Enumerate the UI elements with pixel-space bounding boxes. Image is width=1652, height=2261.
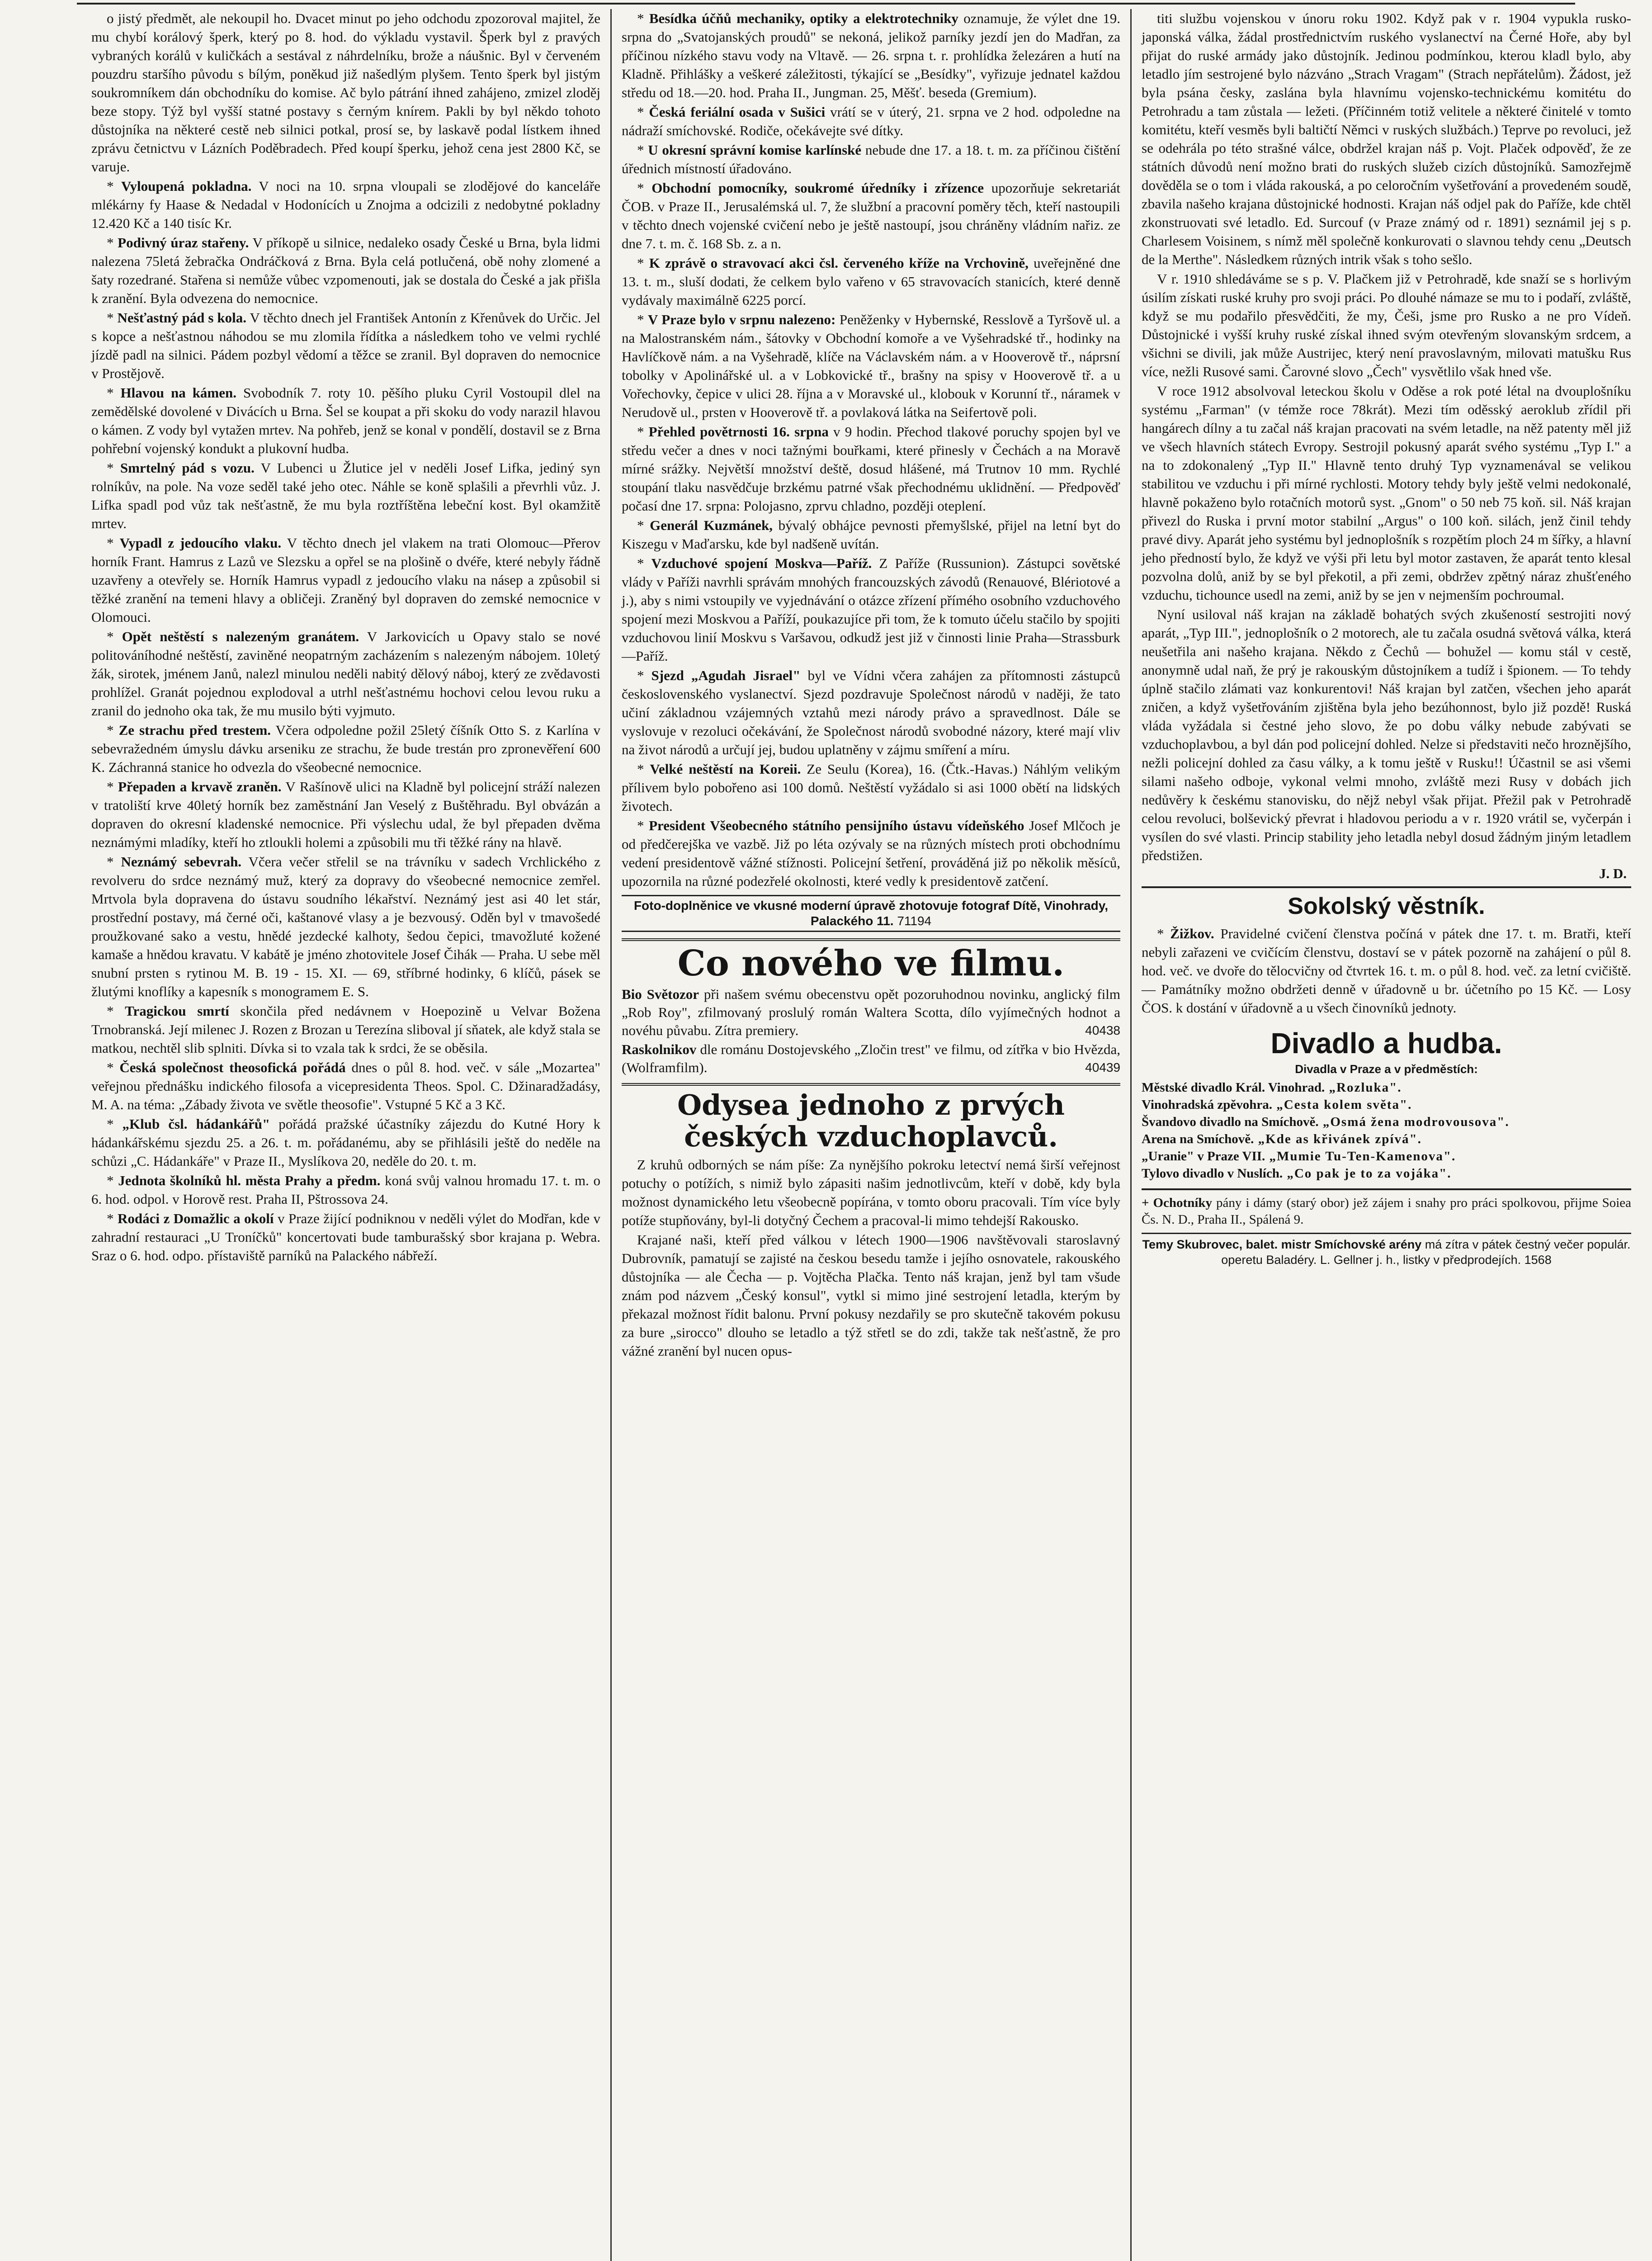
news-item: * V Praze bylo v srpnu nalezeno: Peněženky v Hybernské, Resslově a Tyršově ul. a na Malostranském nám., šátovky v Obchodní komoře a ve Vyšehradské tř., hodinky na Havlíčkově nám. a na Vyšehradě, klíče na Václavském nám. a v Hooverově tř., náprsní tobolky v Apolinářské ul. a v Lobkovické tř., brašny na spisy v Hooverově tř. a u Vořechovky, čepice v ulici 28. října a v Moravské ul., klobouk v Korunní tř., náramek v Nerudově ul., prsten v Hooverově tř. a povlaková látka na Seifertově poli. <box>622 312 1121 420</box>
news-item-body: Včera odpoledne požil 25letý číšník Otto S. z Karlína v sebevražedném úmyslu dávku arseniku ze strachu, že bude trestán pro zpronevěření 600 K. Záchranná stanice ho odvezla do všeobecné nemocnice. <box>91 722 601 775</box>
news-item-body: bývalý obhájce pevnosti přemyšlské, přijel na letní byt do Kiszegu v Maďarsku, kde byl nadšeně uvítán. <box>622 517 1120 552</box>
news-item-headline: Jednota školníků hl. města Prahy a předm. <box>118 1173 381 1188</box>
foto-ad <box>622 895 1120 932</box>
theatre-name: Arena na Smíchově. <box>1142 1132 1254 1146</box>
news-item-headline: Česká společnost theosofická pořádá <box>119 1060 346 1075</box>
skubrovec-ad-head: Temy Skubrovec, balet. mistr Smíchovské arény <box>1142 1238 1422 1251</box>
divadlo-subheading: Divadla v Praze a v předměstích: <box>1295 1062 1478 1076</box>
article-paragraph: V roce 1912 absolvoval leteckou školu v Oděse a rok poté létal na dvouplošníku systému „Farman" (v témže roce 78krát). Mezi tím oděsský aeroklub zřídil při hangárech dílny a tu začal náš krajan pracovati na svém letadle, na něž patenty měl již ve všech hlavních státech Evropy. Sestrojil pokusný aparát svého systému „Typ I." a na to zdokonalený „Typ II." Hlavně tento druhý Typ vyznamenával se velikou stabilitou ve vzduchu i při mírné rychlosti. Motory tehdy byly ještě velmi nedokonalé, hlavně pokaženo bylo rotačních motorů syst. „Gnom" o 50 neb 75 koň. sil. Náš krajan přivezl do Ruska i první motor stabilní „Argus" o 100 koň. silách, jenž činil tehdy pravé divy. Aparát jeho systému byl jednoplošník s rozpětím ploch 24 m šířky, a hlavní jeho předností bylo, že když ve výši při letu byl motor zastaven, že aparát tento klesal pozvolna dolů, aniž by se byl překotil, a při zemi, obdržev zpětný náraz zhušťeného vzduchu, tichounce usedl na zemi, aniž by se jen v nejmenším pochroumal. <box>1142 383 1631 603</box>
article-paragraph: V r. 1910 shledáváme se s p. V. Plačkem již v Petrohradě, kde snaží se s horlivým úsilím získati ruské kruhy pro svoji práci. Po dlouhé námaze se mu to i podaří, zvláště, když se mu podařilo přesvědčiti, že my, Češi, jsme pro Rusko a ne pro Vídeň. Důstojnické i vyšší kruhy ruské získal ihned svým otevřeným slovanským srdcem, a všichni se divili, jak může Austrijec, který není pravoslavným, milovati matušku Rus více, nežli Rusové sami. Čarovné slovo „Čech" vysvětlilo však hned vše. <box>1142 271 1631 379</box>
news-item-headline: Přepaden a krvavě zraněn. <box>118 779 282 795</box>
news-item-headline: „Klub čsl. hádankářů" <box>122 1116 270 1132</box>
news-item: * Podivný úraz stařeny. V příkopě u silnice, nedaleko osady České u Brna, byla lidmi nalezena 75letá žebračka Ondráčková z Brna. Byla celá potlučená, obě nohy zlomené a šaty rozedrané. Stařena si nemůže vůbec vzpomenouti, jak se dostala do České a jak přišla k zranění. Byla odvezena do nemocnice. <box>91 235 600 306</box>
film-item-title: Raskolnikov <box>622 1041 697 1057</box>
skubrovec-ad <box>1142 1233 1631 1268</box>
column-1 <box>81 9 610 2261</box>
news-item: * Besídka účňů mechaniky, optiky a elektrotechniky oznamuje, že výlet dne 19. srpna do „Svatojanských proudů" se nekoná, jelikož parníky jezdí jen do Madřan, za příčinou nízkého stavu vody na Vltavě. — 26. srpna t. r. prohlídka železáren a hutí na Kladně. Přihlášky a veškeré záležitosti, týkající se „Besídky", vyřizuje jednatel každou středu od 18.—20. hod. Praha II., Jungman. 25, Měšť. beseda (Gremium). <box>622 10 1120 100</box>
theatre-name: Tylovo divadlo v Nuslích. <box>1142 1166 1283 1181</box>
ochotniky-ad-head: + Ochotníky <box>1142 1196 1213 1210</box>
ochotniky-ad <box>1142 1188 1631 1228</box>
news-item: * Přehled povětrnosti 16. srpna v 9 hodin. Přechod tlakové poruchy spojen byl ve středu večer a dnes v noci tažnými bouřkami, které přinesly v Čechách a na Moravě mírné srážky. Největší množství deště, dosud hlášené, má Trutnov 10 mm. Rychlé stoupání tlaku nasvědčuje brzkému patrné však přechodnému uklidnění. — Předpověď počasí dne 17. srpna: Polojasno, zprvu chladno, později oteplení. <box>622 424 1120 514</box>
news-item-headline: Česká feriální osada v Sušici <box>649 104 826 120</box>
news-item: * Smrtelný pád s vozu. V Lubenci u Žlutice jel v neděli Josef Lifka, jediný syn rolníkův, na pole. Na voze seděl také jeho otec. Náhle se koně splašili a převrhli vůz. J. Lifka spadl pod vůz tak nešťastně, že mu byla roztříštěna lebeční kost. Byl okamžitě mrtev. <box>91 460 601 531</box>
news-item: * Obchodní pomocníky, soukromé úředníky i zřízence upozorňuje sekretariát ČOB. v Praze II., Jerusalémská ul. 7, že službní a pracovní poměry těch, kteří nastoupili v těchto dnech vojenské cvičení nebo je ještě nastoupí, jsou chráněny vládním nařiz. ze dne 7. t. m. č. 168 Sb. z. a n. <box>622 180 1121 251</box>
theatre-listing <box>1142 1096 1631 1113</box>
news-item-body: Josef Mlčoch je od předčerejška ve vazbě. Již po léta ozývaly se na různých místech proti obchodnímu vedení presidentově vážné stížnosti. Policejní šetření, prováděná již po několik měsíců, upozornila na různé podezřelé okolnosti, které vedly k presidentově zatčení. <box>622 818 1121 889</box>
column-2 <box>610 9 1130 2261</box>
news-item-headline: Podivný úraz stařeny. <box>118 235 249 251</box>
news-item: * Nešťastný pád s kola. V těchto dnech jel František Antonín z Křenůvek do Určic. Jel s kopce a nešťastnou náhodou se mu zlomila řídítka a následkem toho ve velmi rychlé jízdě padl na silnici. Pádem pozbyl vědomí a těžce se zranil. Byl dopraven do nemocnice v Prostějově. <box>91 310 601 381</box>
theatre-listing <box>1142 1148 1631 1165</box>
film-item <box>622 985 1120 1040</box>
news-item-body: koná svůj valnou hromadu 17. t. m. o 6. hod. odpol. v Horově rest. Praha II, Pštrossova 24. <box>91 1173 601 1207</box>
news-item: * Tragickou smrtí skončila před nedávnem v Hoepozině u Velvar Božena Trnobranská. Její milenec J. Rozen z Brozan u Terezína sliboval jí sňatek, ale když stala se matkou, nechtěl slib splniti. Dívka si to vzala tak k srdci, že se oběsila. <box>91 1003 601 1056</box>
news-item-body: V příkopě u silnice, nedaleko osady České u Brna, byla lidmi nalezena 75letá žebračka Ondráčková z Brna. Byla celá potlučená, obě nohy zlomené a šaty rozedrané. Stařena si nemůže vůbec vzpomenouti, jak se dostala do České a jak přišla k zranění. Byla odvezena do nemocnice. <box>91 235 600 306</box>
news-item-headline: Tragickou smrtí <box>125 1003 229 1019</box>
news-item-body: byl ve Vídni včera zahájen za přítomnosti zástupců československého vyslanectví. Sjezd pozdravuje Společnost národů v naději, že tato učiní základnou vzájemných vztahů mezi národy právo a spravedlnost. Dále se vyslovuje v rezoluci očekávání, že Společnost národů svobodné názory, které mají vliv na život národů a určují jej, budou uplatněny v zájmu smíření a míru. <box>622 667 1121 757</box>
film-item-text: dle románu Dostojevského „Zločin trest" ve filmu, od zítřka v bio Hvězda, (Wolframfilm). <box>622 1041 1120 1075</box>
news-item-headline: K zprávě o stravovací akci čsl. červeného kříže na Vrchovině, <box>649 255 1029 271</box>
film-heading: Co nového ve filmu. <box>622 938 1120 983</box>
theatre-listing <box>1142 1079 1631 1096</box>
news-item: * Ze strachu před trestem. Včera odpoledne požil 25letý číšník Otto S. z Karlína v sebevražedném úmyslu dávku arseniku ze strachu, že bude trestán pro zpronevěření 600 K. Záchranná stanice ho odvezla do všeobecné nemocnice. <box>91 722 601 775</box>
news-item-headline: U okresní správní komise karlínské <box>648 142 862 158</box>
news-item-body: vrátí se v úterý, 21. srpna ve 2 hod. odpoledne na nádraží smíchovské. Rodiče, očekávejte své dítky. <box>622 104 1120 138</box>
film-item <box>622 1041 1120 1077</box>
film-items <box>622 985 1120 1077</box>
theatre-listing <box>1142 1165 1631 1182</box>
news-item-body: Ze Seulu (Korea), 16. (Čtk.-Havas.) Náhlým velikým přílivem bylo pobořeno asi 100 domů. Neštěstí vyžádalo si asi 1000 obětí na lidských životech. <box>622 761 1120 814</box>
news-item: * Vyloupená pokladna. V noci na 10. srpna vloupali se zlodějové do kanceláře mlékárny fy Haase & Nedadal v Hodonících u Znojma a odcizili z nedobytné pokladny 12.420 Kč a 140 tisíc Kr. <box>91 178 601 231</box>
news-item-body: Svobodník 7. roty 10. pěšího pluku Cyril Vostoupil dlel na zemědělské dovolené v Divácích u Brna. Šel se koupat a při skoku do vody narazil hlavou o kámen. Z vody byl vytažen mrtev. Na pohřeb, jenž se konal v pondělí, dostavil se z Brna pohřební vojenský kondukt a plukovní hudba. <box>91 385 600 456</box>
article-paragraph: Z kruhů odborných se nám píše: Za nynějšího pokroku letectví nemá širší veřejnost potuchy o potížích, s nimiž bylo zápasiti našim jednotlivcům, kteří v době, kdy byla možnost dynamického letu všeobecně popírána, v tomto oboru pracovali. Tím více byly potíže stupňovány, byl-li dotyčný Čechem a pracoval-li mimo tehdejší Rakousko. <box>622 1157 1120 1228</box>
news-item-body: Z Paříže (Russunion). Zástupci sovětské vlády v Paříži navrhli správám mnohých francouzských závodů (Renauové, Blériotové a j.), aby s nimi vstoupily ve vyjednávání o otázce zřízení přímého osobního vzduchového spojení mezi Moskvou a Paříží, poukazujíce při tom, že k tomuto účelu stačilo by spojiti vzduchovou linií Moskvu s Varšavou, odkudž jest již v činnosti linie Praha—Strassburk—Paříž. <box>622 555 1120 664</box>
odysea-signature: J. D. <box>1599 866 1627 881</box>
news-item-body: Pravidelné cvičení členstva počíná v pátek dne 17. t. m. Bratři, kteří nebyli zařazeni ve cvičícím členstvu, dostaví se v pátek pozorně na zahájení o půl 8. hod. več. ve dvoře do tělocvičny od čtvrtek 16. t. m. o půl 8. hod. več. za letní cvičiště. — Památníky možno obdržeti denně v úřadovně u br. účetního po 15 Kč. — Losy ČOS. k dostání v úřadovně a u všech činovníků jednoty. <box>1142 926 1631 1016</box>
news-item-headline: Přehled povětrnosti 16. srpna <box>648 424 829 440</box>
theatre-play: „Co pak je to za vojáka". <box>1283 1166 1452 1181</box>
theatre-name: „Uranie" v Praze VII. <box>1142 1149 1265 1164</box>
sokol-items <box>1142 924 1631 1017</box>
news-item: * U okresní správní komise karlínské nebude dne 17. a 18. t. m. za příčinou čištění úřednich místností úřadováno. <box>622 142 1121 176</box>
article-paragraph: titi službu vojenskou v únoru roku 1902. Když pak v r. 1904 vypukla rusko-japonská válka, žádal prostřednictvím ruského vyslanectví na Černé Hoře, aby byl přijat do ruské armády jako důstojník. Jedinou podmínkou, kterou kladl bylo, aby letadlo jím sestrojené bylo názváno „Strach Vragam" (Strach nepřátelům). Žádost, jež byla psána česky, zaslána byla hlavnímu vojensko-technickému komitétu do Petrohradu a tam zůstala — ležeti. (Příčinném totiž velitele a některé činitelé v tomto komitétu, kteří vesměs byli baltičtí Němci v ruských službách.) Teprve po revoluci, jež se odehrála po této strašné válce, obdržel krajan náš p. Vojt. Plaček odpověď, že ze státních důvodů není možno brati do ruských služeb cizích důstojníků. Samozřejmě dověděla se o tom i vláda rakouská, a po celoročním vyšetřování a provedeném soudě, zbavila našeho krajana důstojnické hodnosti. Krajan náš odjel pak do Paříže, kde chtěl zkonstruovati své letadlo. Ed. Surcouf (v Praze známý od r. 1891) seznámil jej s p. Charlesem Voisinem, s nímž měl společně konkurovati o slavnou tehdy cenu „Deutsch de la Merthe". Následkem různých intrik však s toho sešlo. <box>1142 10 1631 267</box>
news-item: * Česká společnost theosofická pořádá dnes o půl 8. hod. več. v sále „Mozartea" veřejnou přednášku indického filosofa a vicepresidenta Theos. Spol. C. Džinaradžadásy, M. A. na téma: „Zábady života ve světle theosofie". Vstupné 5 Kč a 3 Kč. <box>91 1060 600 1112</box>
theatre-listing <box>1142 1113 1631 1130</box>
news-item: * Neznámý sebevrah. Včera večer střelil se na trávníku v sadech Vrchlického z revolveru do srdce neznámý muž, který za dopravy do všeobecné nemocnice zemřel. Mrtvola byla dopravena do ústavu soudního lékařství. Neznámý jest asi 40 let stár, prostřední postavy, má černé oči, kaštanové vlasy a je bezvousý. Oděn byl v tmavošedé proužkované sako a vestu, hnědé jezdecké kalhoty, šedou čepici, tmavožluté kožené kamaše a hnědou kravatu. V kabátě je jméno zhotovitele Josef Čihák — Praha. U sebe měl snubní prsten s rytinou M. B. 19 - 15. XI. — 69, stříbrné hodinky, 6 klíčů, pásek se žlutými knoflíky a kapesník s monogramem E. S. <box>91 854 600 999</box>
news-item-headline: Velké neštěstí na Koreii. <box>650 761 801 777</box>
news-item-body: Peněženky v Hybernské, Resslově a Tyršově ul. a na Malostranském nám., šátovky v Obchodní komoře a ve Vyšehradské tř., hodinky na Havlíčkově nám. a na Vyšehradě, klíče na Václavském nám. a v Hooverově tř., náprsní tobolky v Apolinářské ul. a v Lobkovické tř., brašny na spisy v Hooverově tř. a u Vořechovky, čepice v ulici 28. října a v Moravské ul., klobouk v Korunní tř., náramek v Nerudově ul., prsten v Hooverově tř. a povlaková látka na Seifertově poli. <box>622 312 1121 420</box>
article-paragraph: Nyní usiloval náš krajan na základě bohatých svých zkušeností sestrojiti nový aparát, „Typ III.", jednoplošník o 2 motorech, ale tu začala osudná světová válka, která neušetřila ani našeho krajana. Někdo z Čechů — bohužel — komu stál v cestě, anonymně udal naň, že prý je rakouským důstojníkem a tudíž i špionem. — To tehdy úplně stačilo zlámati vaz konkurentovi! Náš krajan byl zatčen, všechen jeho aparát zničen, a když vyšetřováním zjištěna byla jeho bezúhonnost, bylo již pozdě! Ruská vláda vyžádala si čestné jeho slovo, že po dobu války nebude zabývati se vzduchoplavbou, a byl dán pod policejní dohled. Nelze si představiti nečo hroznějšího, nežli policejní dohled za času války, a k tomu ještě v Rusku!! Účastnil se asi všemi silami našeho odboje, vykonal velmi mnoho, zvláště mezi Rusy v dobách jich nedůvěry k českému stanovisku, do nějž nebyl však přijat. Přežil pak v Petrohradě celou revoluci, bolševický převrat i hladovou periodu a v r. 1920 vrátil se, vyčerpán i vysílen do své vlasti. Princip stability jeho letadla nebyl dosud žádným jiným letadlem předstižen. <box>1142 606 1631 863</box>
news-item: * Generál Kuzmánek, bývalý obhájce pevnosti přemyšlské, přijel na letní byt do Kiszegu v Maďarsku, kde byl nadšeně uvítán. <box>622 517 1120 552</box>
foto-ad-num: 71194 <box>897 914 932 928</box>
news-item-headline: Ze strachu před trestem. <box>118 722 271 738</box>
theatre-play: „Osmá žena modrovousova". <box>1318 1115 1510 1129</box>
news-item-headline: Generál Kuzmánek, <box>650 517 773 533</box>
news-item-headline: Smrtelný pád s vozu. <box>120 460 255 476</box>
news-item: * Jednota školníků hl. města Prahy a předm. koná svůj valnou hromadu 17. t. m. o 6. hod. odpol. v Horově rest. Praha II, Pštrossova 24. <box>91 1173 601 1207</box>
news-item-body: o jistý předmět, ale nekoupil ho. Dvacet minut po jeho odchodu zpozoroval majitel, že mu chybí korálový šperk, který po 8. hod. do výkladu vystavil. Šperk byl z pravých vybraných korálů v kuličkách a sestával z náhrdelníku, brože a náušnic. Byl v červeném pouzdru staršího původu s bílým, poněkud již našedlým plyšem. Tento šperk byl jistým soukromníkem dán obchodníku do komise. Ač bylo pátrání ihned zahájeno, zmizel zloděj beze stopy. Týž byl vyšší statné postavy s černým knírem. Pakli by byl někdo tohoto důstojníka na některé cestě neb silnici potkal, prosí se, by laskavě podal lístkem ihned zprávu četnictvu v Lázních Poděbradech. Před koupí šperku, jehož cena jest 2800 Kč, se varuje. <box>91 10 600 175</box>
news-item-body: dnes o půl 8. hod. več. v sále „Mozartea" veřejnou přednášku indického filosofa a vicepresidenta Theos. Spol. C. Džinaradžadásy, M. A. na téma: „Zábady života ve světle theosofie". Vstupné 5 Kč a 3 Kč. <box>91 1060 600 1112</box>
news-item-body: V Lubenci u Žlutice jel v neděli Josef Lifka, jediný syn rolníkův, na pole. Na voze seděl také jeho otec. Náhle se koně splašili a převrhli vůz. J. Lifka spadl pod vůz tak nešťastně, že mu byla roztříštěna lebeční kost. Byl okamžitě mrtev. <box>91 460 601 531</box>
news-item: * Hlavou na kámen. Svobodník 7. roty 10. pěšího pluku Cyril Vostoupil dlel na zemědělské dovolené v Divácích u Brna. Šel se koupat a při skoku do vody narazil hlavou o kámen. Z vody byl vytažen mrtev. Na pohřeb, jenž se konal v pondělí, dostavil se z Brna pohřební vojenský kondukt a plukovní hudba. <box>91 385 600 456</box>
news-item: * Velké neštěstí na Koreii. Ze Seulu (Korea), 16. (Čtk.-Havas.) Náhlým velikým přílivem bylo pobořeno asi 100 domů. Neštěstí vyžádalo si asi 1000 obětí na lidských životech. <box>622 761 1120 814</box>
theatre-listing <box>1142 1130 1631 1148</box>
news-item: * „Klub čsl. hádankářů" pořádá pražské účastníky zájezdu do Kutné Hory k hádankářskému sjezdu 25. a 26. t. m. pořádanému, aby se přihlásili ještě do neděle na schůzi „C. Hádankáře" v Praze II., Myslíkova 20, neděle do 20. t. m. <box>91 1116 600 1169</box>
news-item-body: upozorňuje sekretariát ČOB. v Praze II., Jerusalémská ul. 7, že službní a pracovní poměry těch, kteří nastoupili v těchto dnech vojenské cvičení nebo je ještě nastoupí, jsou chráněny vládním nařiz. ze dne 7. t. m. č. 168 Sb. z. a n. <box>622 180 1121 251</box>
news-item-body: oznamuje, že výlet dne 19. srpna do „Svatojanských proudů" se nekoná, jelikož parníky jezdí jen do Madřan, za příčinou nízkého stavu vody na Vltavě. — 26. srpna t. r. prohlídka železáren a hutí na Kladně. Přihlášky a veškeré záležitosti, týkající se „Besídky", vyřizuje jednatel každou středu od 18.—20. hod. Praha II., Jungman. 25, Měšť. beseda (Gremium). <box>622 10 1120 100</box>
skubrovec-ad-text: má zítra v pátek čestný večer populár. operetu Baladéry. L. Gellner j. h., listky v předprodejích. <box>1221 1238 1631 1267</box>
columns <box>81 9 1631 2261</box>
skubrovec-ad-num: 1568 <box>1524 1253 1552 1267</box>
news-item-headline: Obchodní pomocníky, soukromé úředníky i zřízence <box>651 180 984 196</box>
news-item-body: Včera večer střelil se na trávníku v sadech Vrchlického z revolveru do srdce neznámý muž, který za dopravy do všeobecné nemocnice zemřel. Mrtvola byla dopravena do ústavu soudního lékařství. Neznámý jest asi 40 let stár, prostřední postavy, má černé oči, kaštanové vlasy a je bezvousý. Oděn byl v tmavošedé proužkované sako a vestu, hnědé jezdecké kalhoty, šedou čepici, tmavožluté kožené kamaše a hnědou kravatu. V kabátě je jméno zhotovitele Josef Čihák — Praha. U sebe měl snubní prsten s rytinou M. B. 19 - 15. XI. — 69, stříbrné hodinky, 6 klíčů, pásek se žlutými knoflíky a kapesník s monogramem E. S. <box>91 854 600 999</box>
news-item <box>91 9 600 176</box>
news-item-body: pořádá pražské účastníky zájezdu do Kutné Hory k hádankářskému sjezdu 25. a 26. t. m. pořádanému, aby se přihlásili ještě do neděle na schůzi „C. Hádankáře" v Praze II., Myslíkova 20, neděle do 20. t. m. <box>91 1116 600 1169</box>
film-item-num: 40438 <box>1085 1023 1120 1037</box>
theatre-play: „Cesta kolem světa". <box>1272 1097 1412 1112</box>
theatre-name: Vinohradská zpěvohra. <box>1142 1097 1272 1112</box>
odysea-col3 <box>1142 9 1631 865</box>
news-item: * Přepaden a krvavě zraněn. V Rašínově ulici na Kladně byl policejní stráží nalezen v tratoliští krve 40letý horník bez zaměstnání Jan Veselý z Buštěhradu. Byl obvázán a dopraven do okresní kladenské nemocnice. Při výslechu udal, že byl přepaden dvěma neznámými mladíky, kteří ho ztloukli holemi a způsobili mu tři těžké rány na hlavě. <box>91 779 600 850</box>
odysea-heading: Odysea jednoho z prvých českých vzduchoplavců. <box>622 1083 1120 1153</box>
news-item: * Opět neštěstí s nalezeným granátem. V Jarkovicích u Opavy stalo se nové politováníhodné neštěstí, zaviněné neopatrným zacházením s nalezeným nábojem. 10letý žák, sirotek, jménem Janů, nalezl minulou neděli nabitý dělový náboj, který ze zvědavosti prohlížel. Granát pojednou explodoval a utrhl nešťastnému hochovi celou levou ruku a zranil do jednoho oka tak, že mu musilo býti vyjmuto. <box>91 629 601 719</box>
news-item-headline: President Všeobecného státního pensijního ústavu vídeňského <box>649 818 1024 833</box>
news-item-headline: Vyloupená pokladna. <box>121 178 252 194</box>
news-items-col2 <box>622 9 1120 890</box>
news-item: * Česká feriální osada v Sušici vrátí se v úterý, 21. srpna ve 2 hod. odpoledne na nádraží smíchovské. Rodiče, očekávejte své dítky. <box>622 104 1120 138</box>
film-item-num: 40439 <box>1085 1060 1120 1074</box>
sokol-heading: Sokolský věstník. <box>1142 886 1631 921</box>
news-item: * Rodáci z Domažlic a okolí v Praze žijící podniknou v neděli výlet do Modřan, kde v zahradní restauraci „U Troníčků" koncertovati bude tamburašský sbor krajana p. Webra. Sraz o 6. hod. odpo. přístaviště parníků na Palackého nábřeží. <box>91 1211 600 1263</box>
news-item-body: V Rašínově ulici na Kladně byl policejní stráží nalezen v tratoliští krve 40letý horník bez zaměstnání Jan Veselý z Buštěhradu. Byl obvázán a dopraven do okresní kladenské nemocnice. Při výslechu udal, že byl přepaden dvěma neznámými mladíky, kteří ho ztloukli holemi a způsobili mu tři těžké rány na hlavě. <box>91 779 600 850</box>
news-item: * K zprávě o stravovací akci čsl. červeného kříže na Vrchovině, uveřejněné dne 13. t. m., sluší dodati, že celkem bylo vařeno v 65 stravovacích stanicích, které denně vydávaly maximálně 6225 porcí. <box>622 255 1121 308</box>
news-item-headline: Opět neštěstí s nalezeným granátem. <box>122 629 359 644</box>
news-item-headline: Vzduchové spojení Moskva—Paříž. <box>651 555 872 571</box>
film-item-text: při našem svému obecenstvu opět pozoruhodnou novinku, anglický film „Rob Roy", zfilmovaný proslulý román Waltera Scotta, dílo vyjímečných hodnot a novéhu půvabu. Zítra premiery. <box>622 986 1120 1038</box>
theatre-play: „Kde as křivánek zpívá". <box>1254 1132 1422 1146</box>
news-item-body: V noci na 10. srpna vloupali se zlodějové do kanceláře mlékárny fy Haase & Nedadal v Hodonících u Znojma a odcizili z nedobytné pokladny 12.420 Kč a 140 tisíc Kr. <box>91 178 601 231</box>
news-item-body: skončila před nedávnem v Hoepozině u Velvar Božena Trnobranská. Její milenec J. Rozen z Brozan u Terezína sliboval jí sňatek, ale když stala se matkou, nechtěl slib splniti. Dívka si to vzala tak k srdci, že se oběsila. <box>91 1003 601 1056</box>
news-item-body: v Praze žijící podniknou v neděli výlet do Modřan, kde v zahradní restauraci „U Troníčků" koncertovati bude tamburašský sbor krajana p. Webra. Sraz o 6. hod. odpo. přístaviště parníků na Palackého nábřeží. <box>91 1211 600 1263</box>
news-item-headline: V Praze bylo v srpnu nalezeno: <box>647 312 836 327</box>
theatre-list <box>1142 1079 1631 1182</box>
ochotniky-ad-text: pány i dámy (starý obor) jež zájem i snahy pro práci spolkovou, přijme Soiea Čs. N. D., Praha II., Spálená 9. <box>1142 1196 1631 1227</box>
news-item-body: v 9 hodin. Přechod tlakové poruchy spojen byl ve středu večer a dnes v noci tažnými bouřkami, které přinesly v Čechách a na Moravě mírné srážky. Největší množství deště, dosud hlášené, má Trutnov 10 mm. Rychlé stoupání tlaku nasvědčuje brzkému patrné však přechodnému uklidnění. — Předpověď počasí dne 17. srpna: Polojasno, zprvu chladno, později oteplení. <box>622 424 1120 514</box>
news-item: * Vzduchové spojení Moskva—Paříž. Z Paříže (Russunion). Zástupci sovětské vlády v Paříži navrhli správám mnohých francouzských závodů (Renauové, Blériotové a j.), aby s nimi vstoupily ve vyjednávání o otázce zřízení přímého osobního vzduchového spojení mezi Moskvou a Paříží, poukazujíce při tom, že k tomuto účelu stačilo by spojiti vzduchovou linií Moskvu s Varšavou, odkudž jest již v činnosti linie Praha—Strassburk—Paříž. <box>622 555 1120 664</box>
news-item-body: V těchto dnech jel František Antonín z Křenůvek do Určic. Jel s kopce a nešťastnou náhodou se mu zlomila řídítka a následkem toho ve velmi rychlé jízdě padl na silnici. Pádem pozbyl vědomí a těžce se zranil. Byl dopraven do nemocnice v Prostějově. <box>91 310 601 381</box>
news-item: * Žižkov. Pravidelné cvičení členstva počíná v pátek dne 17. t. m. Bratři, kteří nebyli zařazeni ve cvičícím členstvu, dostaví se v pátek pozorně na zahájení o půl 8. hod. več. ve dvoře do tělocvičny od čtvrtek 16. t. m. o půl 8. hod. več. za letní cvičiště. — Památníky možno obdržeti denně v úřadovně u br. účetního po 15 Kč. — Losy ČOS. k dostání v úřadovně a u všech činovníků jednoty. <box>1142 926 1631 1016</box>
news-item-body: V těchto dnech jel vlakem na trati Olomouc—Přerov horník Frant. Hamrus z Lazů ve Slezsku a opřel se na plošině o dvéře, které nebyly řádně uzavřeny a otevřely se. Horník Hamrus vypadl z jedoucího vlaku na násep a způsobil si těžké zranění na temeni hlavy a obličeji. Zraněný byl dopraven do zemské nemocnice v Olomouci. <box>91 535 601 625</box>
divadlo-heading: Divadlo a hudba. <box>1270 1027 1502 1060</box>
foto-ad-text: Foto-doplněnice ve vkusné moderní úpravě zhotovuje fotograf Dítě, Vinohrady, Palackého 11. <box>633 899 1109 928</box>
news-item-headline: Neznámý sebevrah. <box>121 854 242 870</box>
theatre-play: „Rozluka". <box>1325 1080 1402 1095</box>
news-item: * Vypadl z jedoucího vlaku. V těchto dnech jel vlakem na trati Olomouc—Přerov horník Frant. Hamrus z Lazů ve Slezsku a opřel se na plošině o dvéře, které nebyly řádně uzavřeny a otevřely se. Horník Hamrus vypadl z jedoucího vlaku na násep a způsobil si těžké zranění na temeni hlavy a obličeji. Zraněný byl dopraven do zemské nemocnice v Olomouci. <box>91 535 601 625</box>
news-item: * Sjezd „Agudah Jisrael" byl ve Vídni včera zahájen za přítomnosti zástupců československého vyslanectví. Sjezd pozdravuje Společnost národů v naději, že tato učiní základnou vzájemných vztahů mezi národy právo a spravedlnost. Dále se vyslovuje v rezoluci očekávání, že Společnost národů svobodné názory, které mají vliv na život národů a určují jej, budou uplatněny v zájmu smíření a míru. <box>622 667 1121 757</box>
news-item-headline: Hlavou na kámen. <box>120 385 237 401</box>
odysea-col2 <box>622 1155 1120 1360</box>
news-item-headline: Rodáci z Domažlic a okolí <box>117 1211 274 1226</box>
theatre-name: Městské divadlo Král. Vinohrad. <box>1142 1080 1325 1095</box>
news-item-headline: Žižkov. <box>1170 926 1214 941</box>
news-item-headline: Vypadl z jedoucího vlaku. <box>119 535 282 551</box>
theatre-play: „Mumie Tu-Ten-Kamenova". <box>1265 1149 1456 1164</box>
column-3 <box>1130 9 1641 2261</box>
theatre-name: Švandovo divadlo na Smíchově. <box>1142 1115 1319 1129</box>
news-item-body: nebude dne 17. a 18. t. m. za příčinou čištění úřednich místností úřadováno. <box>622 142 1121 176</box>
news-item-body: uveřejněné dne 13. t. m., sluší dodati, že celkem bylo vařeno v 65 stravovacích stanicích, které denně vydávaly maximálně 6225 porcí. <box>622 255 1121 308</box>
top-rule <box>77 3 1575 5</box>
news-item: * President Všeobecného státního pensijního ústavu vídeňského Josef Mlčoch je od předčerejška ve vazbě. Již po léta ozývaly se na různých místech proti obchodnímu vedení presidentově vážné stížnosti. Policejní šetření, prováděná již po několik měsíců, upozornila na různé podezřelé okolnosti, které vedly k presidentově zatčení. <box>622 818 1121 889</box>
news-item-body: V Jarkovicích u Opavy stalo se nové politováníhodné neštěstí, zaviněné neopatrným zacházením s nalezeným nábojem. 10letý žák, sirotek, jménem Janů, nalezl minulou neděli nabitý dělový náboj, který ze zvědavosti prohlížel. Granát pojednou explodoval a utrhl nešťastnému hochovi celou levou ruku a zranil do jednoho oka tak, že mu musilo býti vyjmuto. <box>91 629 601 719</box>
article-paragraph: Krajané naši, kteří před válkou v létech 1900—1906 navštěvovali staroslavný Dubrovník, pamatují se zajisté na českou besedu tamže i jejího osnovatele, rakouského důstojníka — ale Čecha — p. Vojtěcha Plačka. Tento náš krajan, jenž byl tam všude znám pod názvem „Český konsul", vytkl si mimo jiné sestrojení letadla, kterým by překazal možnost řídit balonu. První pokusy nezdařily se pro skutečně takovém pokusu za bure „sirocco" dlouho se letadlo a týž střetl se do zdi, takže tak nešťastně, že pro vážné zranění byl nucen opus- <box>622 1232 1120 1359</box>
news-item-headline: Besídka účňů mechaniky, optiky a elektrotechniky <box>649 10 958 26</box>
news-item-headline: Nešťastný pád s kola. <box>117 310 247 326</box>
film-item-title: Bio Světozor <box>622 986 699 1002</box>
news-item-headline: Sjezd „Agudah Jisrael" <box>651 667 801 683</box>
